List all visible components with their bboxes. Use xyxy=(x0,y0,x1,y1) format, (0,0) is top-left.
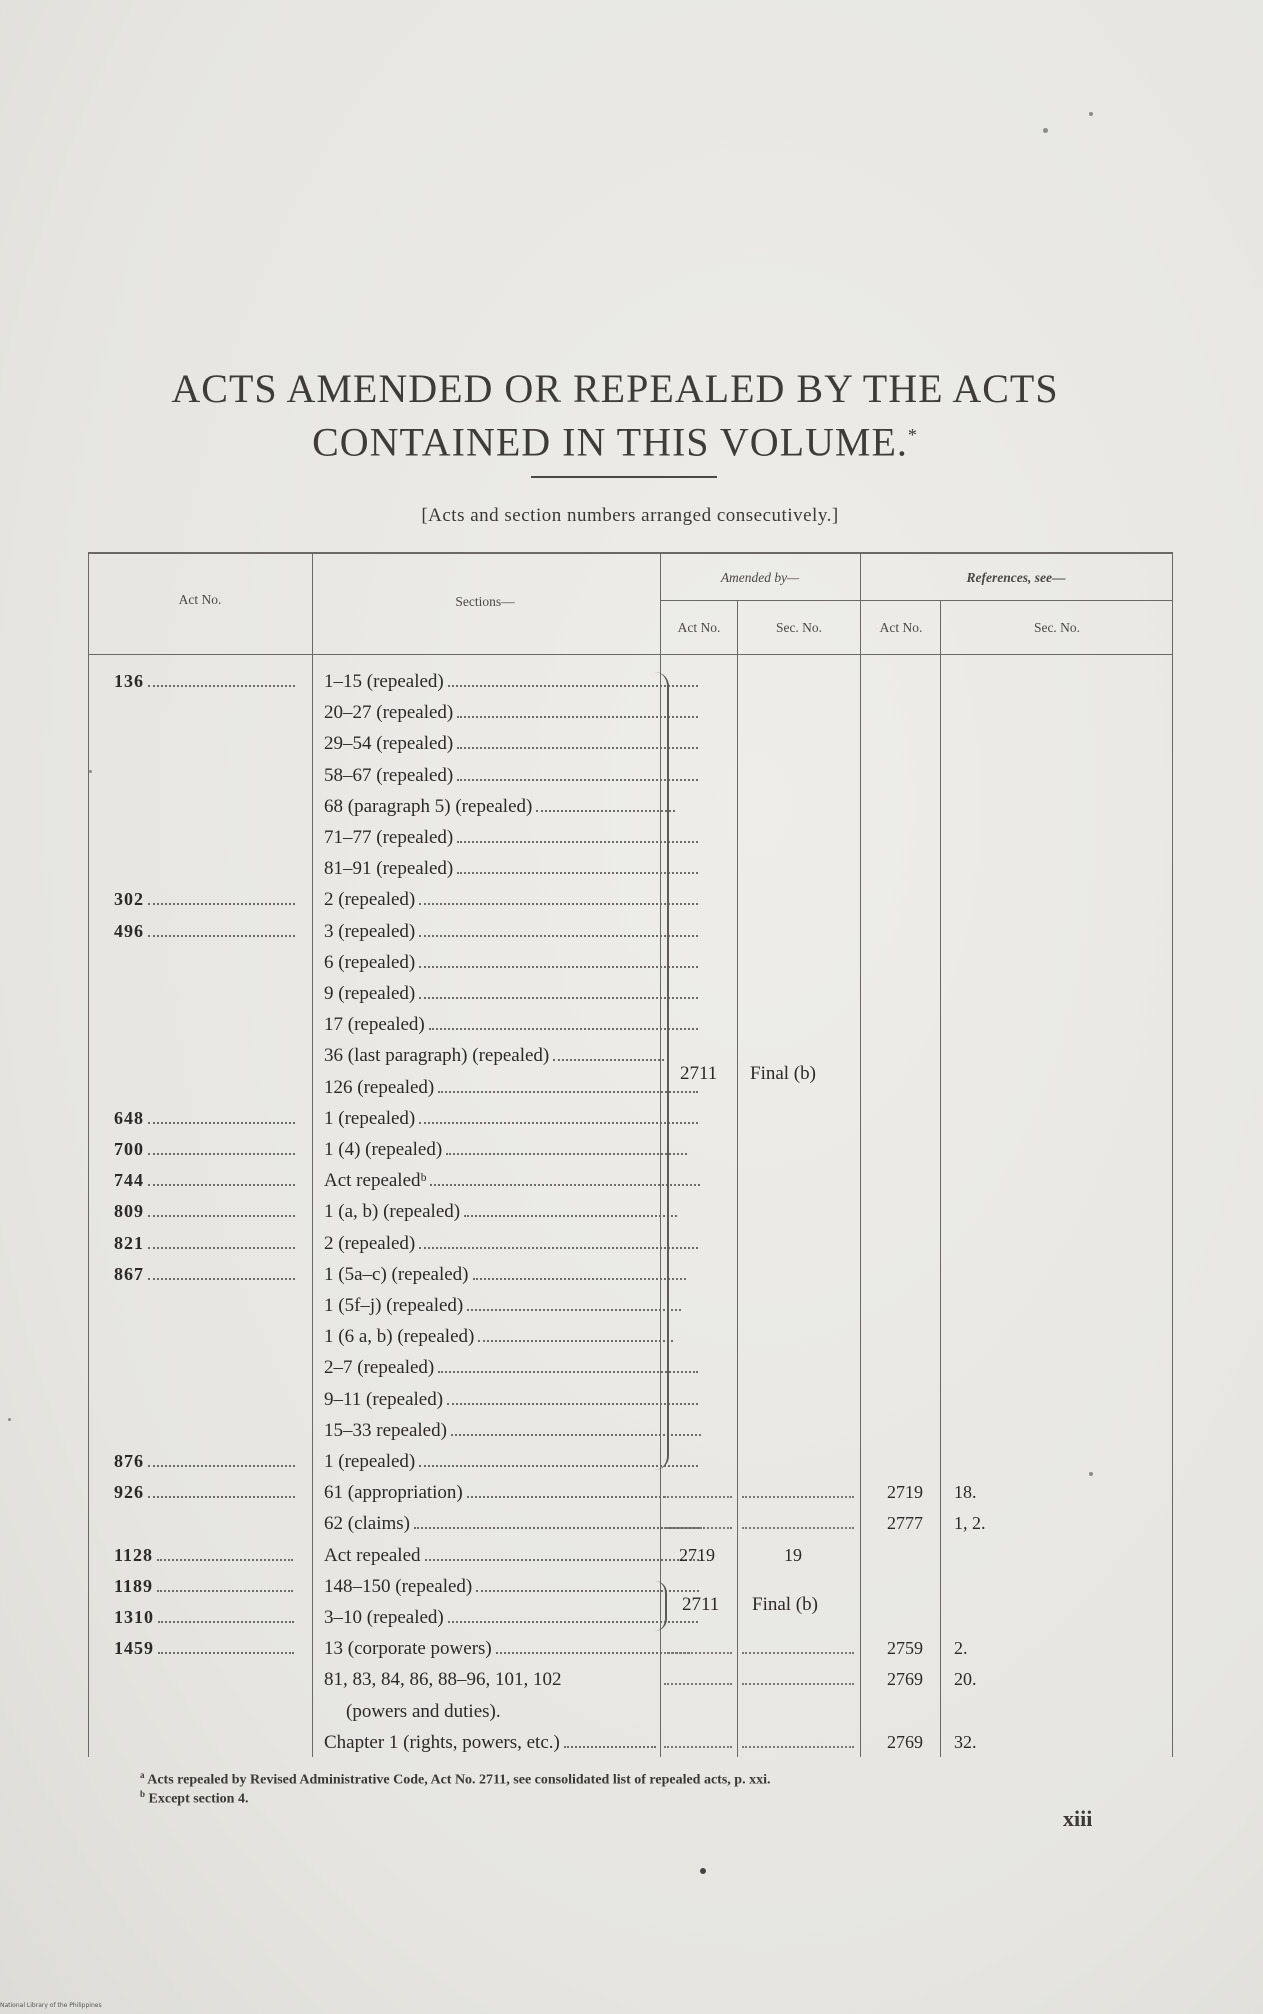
section-cell xyxy=(324,1602,744,1633)
act-number-cell xyxy=(114,947,314,978)
leader-dots xyxy=(148,1213,295,1217)
section-cell xyxy=(324,1321,744,1352)
header-subdivider-references xyxy=(860,600,1172,601)
library-imprint: National Library of the Philippines xyxy=(0,2002,102,2009)
act-number: 744 xyxy=(114,1170,144,1191)
leader-dots xyxy=(148,683,295,687)
table-row xyxy=(88,697,1178,728)
section-text: 148–150 (repealed) xyxy=(324,1575,473,1597)
reference-section-number: 2. xyxy=(954,1638,968,1659)
leader-dots xyxy=(478,1338,673,1342)
act-number-cell xyxy=(114,1633,314,1664)
reference-act-number: 2719 xyxy=(887,1482,923,1503)
act-number-cell xyxy=(114,1508,314,1539)
leader-dots xyxy=(446,1151,687,1155)
section-text: 2–7 (repealed) xyxy=(324,1357,435,1379)
act-number-cell xyxy=(114,1384,314,1415)
footnote-a xyxy=(140,1770,770,1789)
header-act-no: Act No. xyxy=(178,592,222,607)
table-row xyxy=(88,666,1178,697)
act-number-cell xyxy=(114,1196,314,1227)
title-footnote-mark: * xyxy=(907,425,918,445)
section-text: 20–27 (repealed) xyxy=(324,702,454,724)
table-row xyxy=(88,1477,1178,1508)
section-text: 71–77 (repealed) xyxy=(324,827,454,848)
header-references: References, see— xyxy=(966,570,1066,585)
reference-section-number: 1, 2. xyxy=(954,1513,986,1534)
section-text: 81, 83, 84, 86, 88–96, 101, 102 xyxy=(324,1669,562,1691)
leader-dots xyxy=(148,1494,295,1498)
header-amended-act-no: Act No. xyxy=(677,620,721,635)
section-cell xyxy=(324,1259,744,1290)
section-cell xyxy=(324,1446,744,1477)
table-row xyxy=(88,1072,1178,1103)
leader-dots xyxy=(664,1683,732,1685)
leader-dots xyxy=(467,1307,680,1311)
section-text: 62 (claims) xyxy=(324,1513,411,1535)
speck xyxy=(700,1868,706,1874)
speck xyxy=(1089,112,1093,116)
leader-dots xyxy=(742,1746,854,1748)
leader-dots xyxy=(742,1683,854,1685)
act-number: 1310 xyxy=(114,1607,154,1627)
table-row xyxy=(88,947,1178,978)
table-row xyxy=(88,1696,1178,1727)
footnote-b-text: Except section 4. xyxy=(148,1791,249,1807)
act-number-cell xyxy=(114,1446,314,1477)
act-number: 1459 xyxy=(114,1638,154,1659)
section-text: 1 (5f–j) (repealed) xyxy=(324,1295,464,1316)
section-cell xyxy=(324,1352,744,1383)
table-row xyxy=(88,791,1178,822)
table-row xyxy=(88,1540,1178,1571)
table-row xyxy=(88,1727,1178,1758)
reference-section-number: 20. xyxy=(954,1669,977,1690)
section-text: 2 (repealed) xyxy=(324,1232,416,1254)
act-number: 496 xyxy=(114,920,144,941)
section-cell xyxy=(324,1696,766,1727)
grouped-amended-sec: Final (b) xyxy=(750,1063,816,1084)
section-text: Act repealed xyxy=(324,1544,421,1566)
section-text: Chapter 1 (rights, powers, etc.) xyxy=(324,1731,560,1753)
act-number: 648 xyxy=(114,1107,144,1128)
leader-dots xyxy=(742,1652,854,1654)
act-number-cell xyxy=(114,1259,314,1290)
leader-dots xyxy=(148,1463,295,1467)
section-cell xyxy=(324,1415,744,1446)
table-row xyxy=(88,1228,1178,1259)
section-cell xyxy=(324,853,744,884)
section-text: 1 (5a–c) (repealed) xyxy=(324,1263,469,1285)
table-top-border xyxy=(88,552,1172,554)
table-row xyxy=(88,1196,1178,1227)
act-number-cell xyxy=(114,1072,314,1103)
section-text: 1 (6 a, b) (repealed) xyxy=(324,1326,475,1348)
act-number-cell xyxy=(114,791,314,822)
leader-dots xyxy=(157,1557,293,1561)
title-line-1: ACTS AMENDED OR REPEALED BY THE ACTS xyxy=(171,366,1059,411)
leader-dots xyxy=(148,1182,295,1186)
section-text: 126 (repealed) xyxy=(324,1076,435,1098)
reference-act-number: 2769 xyxy=(887,1731,923,1752)
act-number-cell xyxy=(114,822,314,853)
section-cell xyxy=(324,1664,744,1695)
section-cell xyxy=(324,1196,744,1227)
leader-dots xyxy=(664,1496,732,1498)
table-row xyxy=(88,728,1178,759)
act-number: 700 xyxy=(114,1139,144,1159)
table-row xyxy=(88,916,1178,947)
act-number-cell xyxy=(114,1165,314,1196)
section-cell xyxy=(324,1633,744,1664)
section-text: 1–15 (repealed) xyxy=(324,671,444,692)
act-number-cell xyxy=(114,1602,314,1633)
act-number-cell xyxy=(114,1103,314,1134)
table-row xyxy=(88,1165,1178,1196)
title-divider xyxy=(531,476,717,478)
section-cell xyxy=(324,947,744,978)
act-number-cell xyxy=(114,1727,314,1758)
header-amended-sec-no: Sec. No. xyxy=(775,620,823,635)
section-text: 13 (corporate powers) xyxy=(324,1638,492,1660)
leader-dots xyxy=(564,1744,656,1748)
table-row xyxy=(88,1571,1178,1602)
leader-dots xyxy=(742,1527,854,1529)
section-text: 1 (4) (repealed) xyxy=(324,1139,443,1160)
reference-act-number: 2759 xyxy=(887,1638,923,1659)
act-number: 136 xyxy=(114,671,144,691)
table-row xyxy=(88,1633,1178,1664)
amended-section-number: 19 xyxy=(784,1544,802,1565)
section-cell xyxy=(324,1290,744,1321)
leader-dots xyxy=(157,1588,293,1592)
act-number-cell xyxy=(114,760,314,791)
section-text: 17 (repealed) xyxy=(324,1014,425,1036)
footnote-a-mark: a xyxy=(140,1770,145,1780)
act-number-cell xyxy=(114,1664,314,1695)
act-number: 867 xyxy=(114,1263,144,1284)
section-cell xyxy=(324,822,744,853)
act-number-cell xyxy=(114,978,314,1009)
subtitle: [Acts and section numbers arranged consecutively.] xyxy=(421,505,839,526)
section-text: 1 (repealed) xyxy=(324,1451,416,1472)
footnote-b-mark: b xyxy=(140,1789,146,1799)
section-cell xyxy=(324,697,744,728)
small-group-amended-act: 2711 xyxy=(682,1594,720,1615)
section-cell xyxy=(324,916,744,947)
table-row xyxy=(88,1352,1178,1383)
act-number-cell xyxy=(114,1352,314,1383)
section-text: 3 (repealed) xyxy=(324,920,416,942)
act-number: 876 xyxy=(114,1451,144,1471)
title-line-2-text: CONTAINED IN THIS VOLUME. xyxy=(312,419,908,465)
leader-dots xyxy=(148,901,295,905)
section-text: Act repealedᵇ xyxy=(324,1170,427,1192)
grouped-amended-act: 2711 xyxy=(680,1063,718,1084)
act-number-cell xyxy=(114,1571,314,1602)
table-row xyxy=(88,978,1178,1009)
act-number: 302 xyxy=(114,889,144,910)
leader-dots xyxy=(414,1525,702,1529)
section-cell xyxy=(324,760,744,791)
table-row xyxy=(88,1009,1178,1040)
section-text: 58–67 (repealed) xyxy=(324,764,454,786)
section-text: 81–91 (repealed) xyxy=(324,858,454,880)
title-line-2 xyxy=(150,412,1080,465)
reference-act-number: 2777 xyxy=(887,1513,923,1534)
section-text: 9–11 (repealed) xyxy=(324,1388,444,1410)
section-text: 1 (repealed) xyxy=(324,1107,416,1129)
act-number-cell xyxy=(114,1134,314,1165)
section-text: 6 (repealed) xyxy=(324,951,416,973)
table-row xyxy=(88,1602,1178,1633)
act-number-cell xyxy=(114,1477,314,1508)
header-ref-sec-no: Sec. No. xyxy=(1033,620,1081,635)
section-text: 36 (last paragraph) (repealed) xyxy=(324,1045,550,1067)
section-text: 15–33 repealed) xyxy=(324,1419,447,1441)
act-number-cell xyxy=(114,1228,314,1259)
leader-dots xyxy=(664,1746,732,1748)
leader-dots xyxy=(158,1619,294,1623)
act-number-cell xyxy=(114,666,314,697)
section-cell xyxy=(324,1134,744,1165)
table-row xyxy=(88,1446,1178,1477)
table-row xyxy=(88,1321,1178,1352)
act-number-cell xyxy=(114,853,314,884)
table-row xyxy=(88,1134,1178,1165)
act-number-cell xyxy=(114,697,314,728)
act-number: 926 xyxy=(114,1482,144,1503)
act-number-cell xyxy=(114,1415,314,1446)
table-row xyxy=(88,760,1178,791)
section-cell xyxy=(324,1727,744,1758)
page-number: xiii xyxy=(1063,1806,1093,1831)
section-cell xyxy=(324,1571,744,1602)
reference-section-number: 32. xyxy=(954,1731,977,1752)
table-row xyxy=(88,1384,1178,1415)
leader-dots xyxy=(664,1527,732,1529)
leader-dots xyxy=(742,1496,854,1498)
act-number: 1128 xyxy=(114,1544,154,1565)
act-number-cell xyxy=(114,884,314,915)
section-cell xyxy=(324,728,744,759)
act-number: 821 xyxy=(114,1232,144,1253)
section-text: 9 (repealed) xyxy=(324,983,416,1004)
leader-dots xyxy=(553,1057,664,1061)
act-number: 809 xyxy=(114,1201,144,1222)
header-ref-act-no: Act No. xyxy=(879,620,923,635)
act-number-cell xyxy=(114,1009,314,1040)
act-number-cell xyxy=(114,1540,314,1571)
act-number-cell xyxy=(114,1696,314,1727)
section-cell xyxy=(324,1009,744,1040)
table-row xyxy=(88,1415,1178,1446)
table-row xyxy=(88,1290,1178,1321)
act-number-cell xyxy=(114,1040,314,1071)
section-cell xyxy=(324,1477,744,1508)
small-group-brace xyxy=(655,1581,667,1631)
header-subdivider-amended xyxy=(660,600,860,601)
section-text: 68 (paragraph 5) (repealed) xyxy=(324,795,533,817)
section-cell xyxy=(324,1228,744,1259)
leader-dots xyxy=(148,933,295,937)
leader-dots xyxy=(473,1276,686,1280)
section-text: (powers and duties). xyxy=(346,1700,501,1722)
table-row xyxy=(88,1040,1178,1071)
header-sections: Sections— xyxy=(455,594,515,609)
table-row xyxy=(88,1259,1178,1290)
section-cell xyxy=(324,791,744,822)
act-number-cell xyxy=(114,1290,314,1321)
table-row xyxy=(88,1508,1178,1539)
speck xyxy=(8,1418,11,1421)
table-row xyxy=(88,822,1178,853)
table-row xyxy=(88,853,1178,884)
leader-dots xyxy=(664,1652,732,1654)
section-text: 61 (appropriation) xyxy=(324,1482,463,1504)
footnote-b xyxy=(140,1789,248,1808)
leader-dots xyxy=(496,1650,691,1654)
section-text: 2 (repealed) xyxy=(324,889,416,911)
section-text: 3–10 (repealed) xyxy=(324,1607,444,1628)
section-cell xyxy=(324,884,744,915)
small-group-amended-sec: Final (b) xyxy=(752,1594,818,1615)
reference-section-number: 18. xyxy=(954,1482,977,1503)
act-number: 1189 xyxy=(114,1575,154,1596)
section-text: 1 (a, b) (repealed) xyxy=(324,1201,461,1223)
amended-act-number: 2719 xyxy=(679,1544,715,1565)
page-title xyxy=(150,366,1080,465)
header-amended-by: Amended by— xyxy=(720,570,800,585)
table-row xyxy=(88,1103,1178,1134)
leader-dots xyxy=(148,1276,295,1280)
section-text: 29–54 (repealed) xyxy=(324,733,454,755)
section-cell xyxy=(324,666,744,697)
section-cell xyxy=(324,978,744,1009)
speck xyxy=(1043,128,1048,133)
table-row xyxy=(88,1664,1178,1695)
leader-dots xyxy=(148,1120,295,1124)
leader-dots xyxy=(148,1245,295,1249)
act-number-cell xyxy=(114,1321,314,1352)
act-number-cell xyxy=(114,728,314,759)
section-cell xyxy=(324,1508,744,1539)
leader-dots xyxy=(464,1213,677,1217)
grouped-brace xyxy=(655,672,669,1470)
section-cell xyxy=(324,1165,744,1196)
section-cell xyxy=(324,1384,744,1415)
leader-dots xyxy=(158,1650,294,1654)
act-number-cell xyxy=(114,916,314,947)
leader-dots xyxy=(467,1494,690,1498)
header-divider xyxy=(88,654,1172,655)
leader-dots xyxy=(148,1151,295,1155)
section-cell xyxy=(324,1103,744,1134)
reference-act-number: 2769 xyxy=(887,1669,923,1690)
footnote-a-text: Acts repealed by Revised Administrative Code, Act No. 2711, see consolidated list of repealed acts, p. xxi. xyxy=(147,1772,771,1788)
table-row xyxy=(88,884,1178,915)
